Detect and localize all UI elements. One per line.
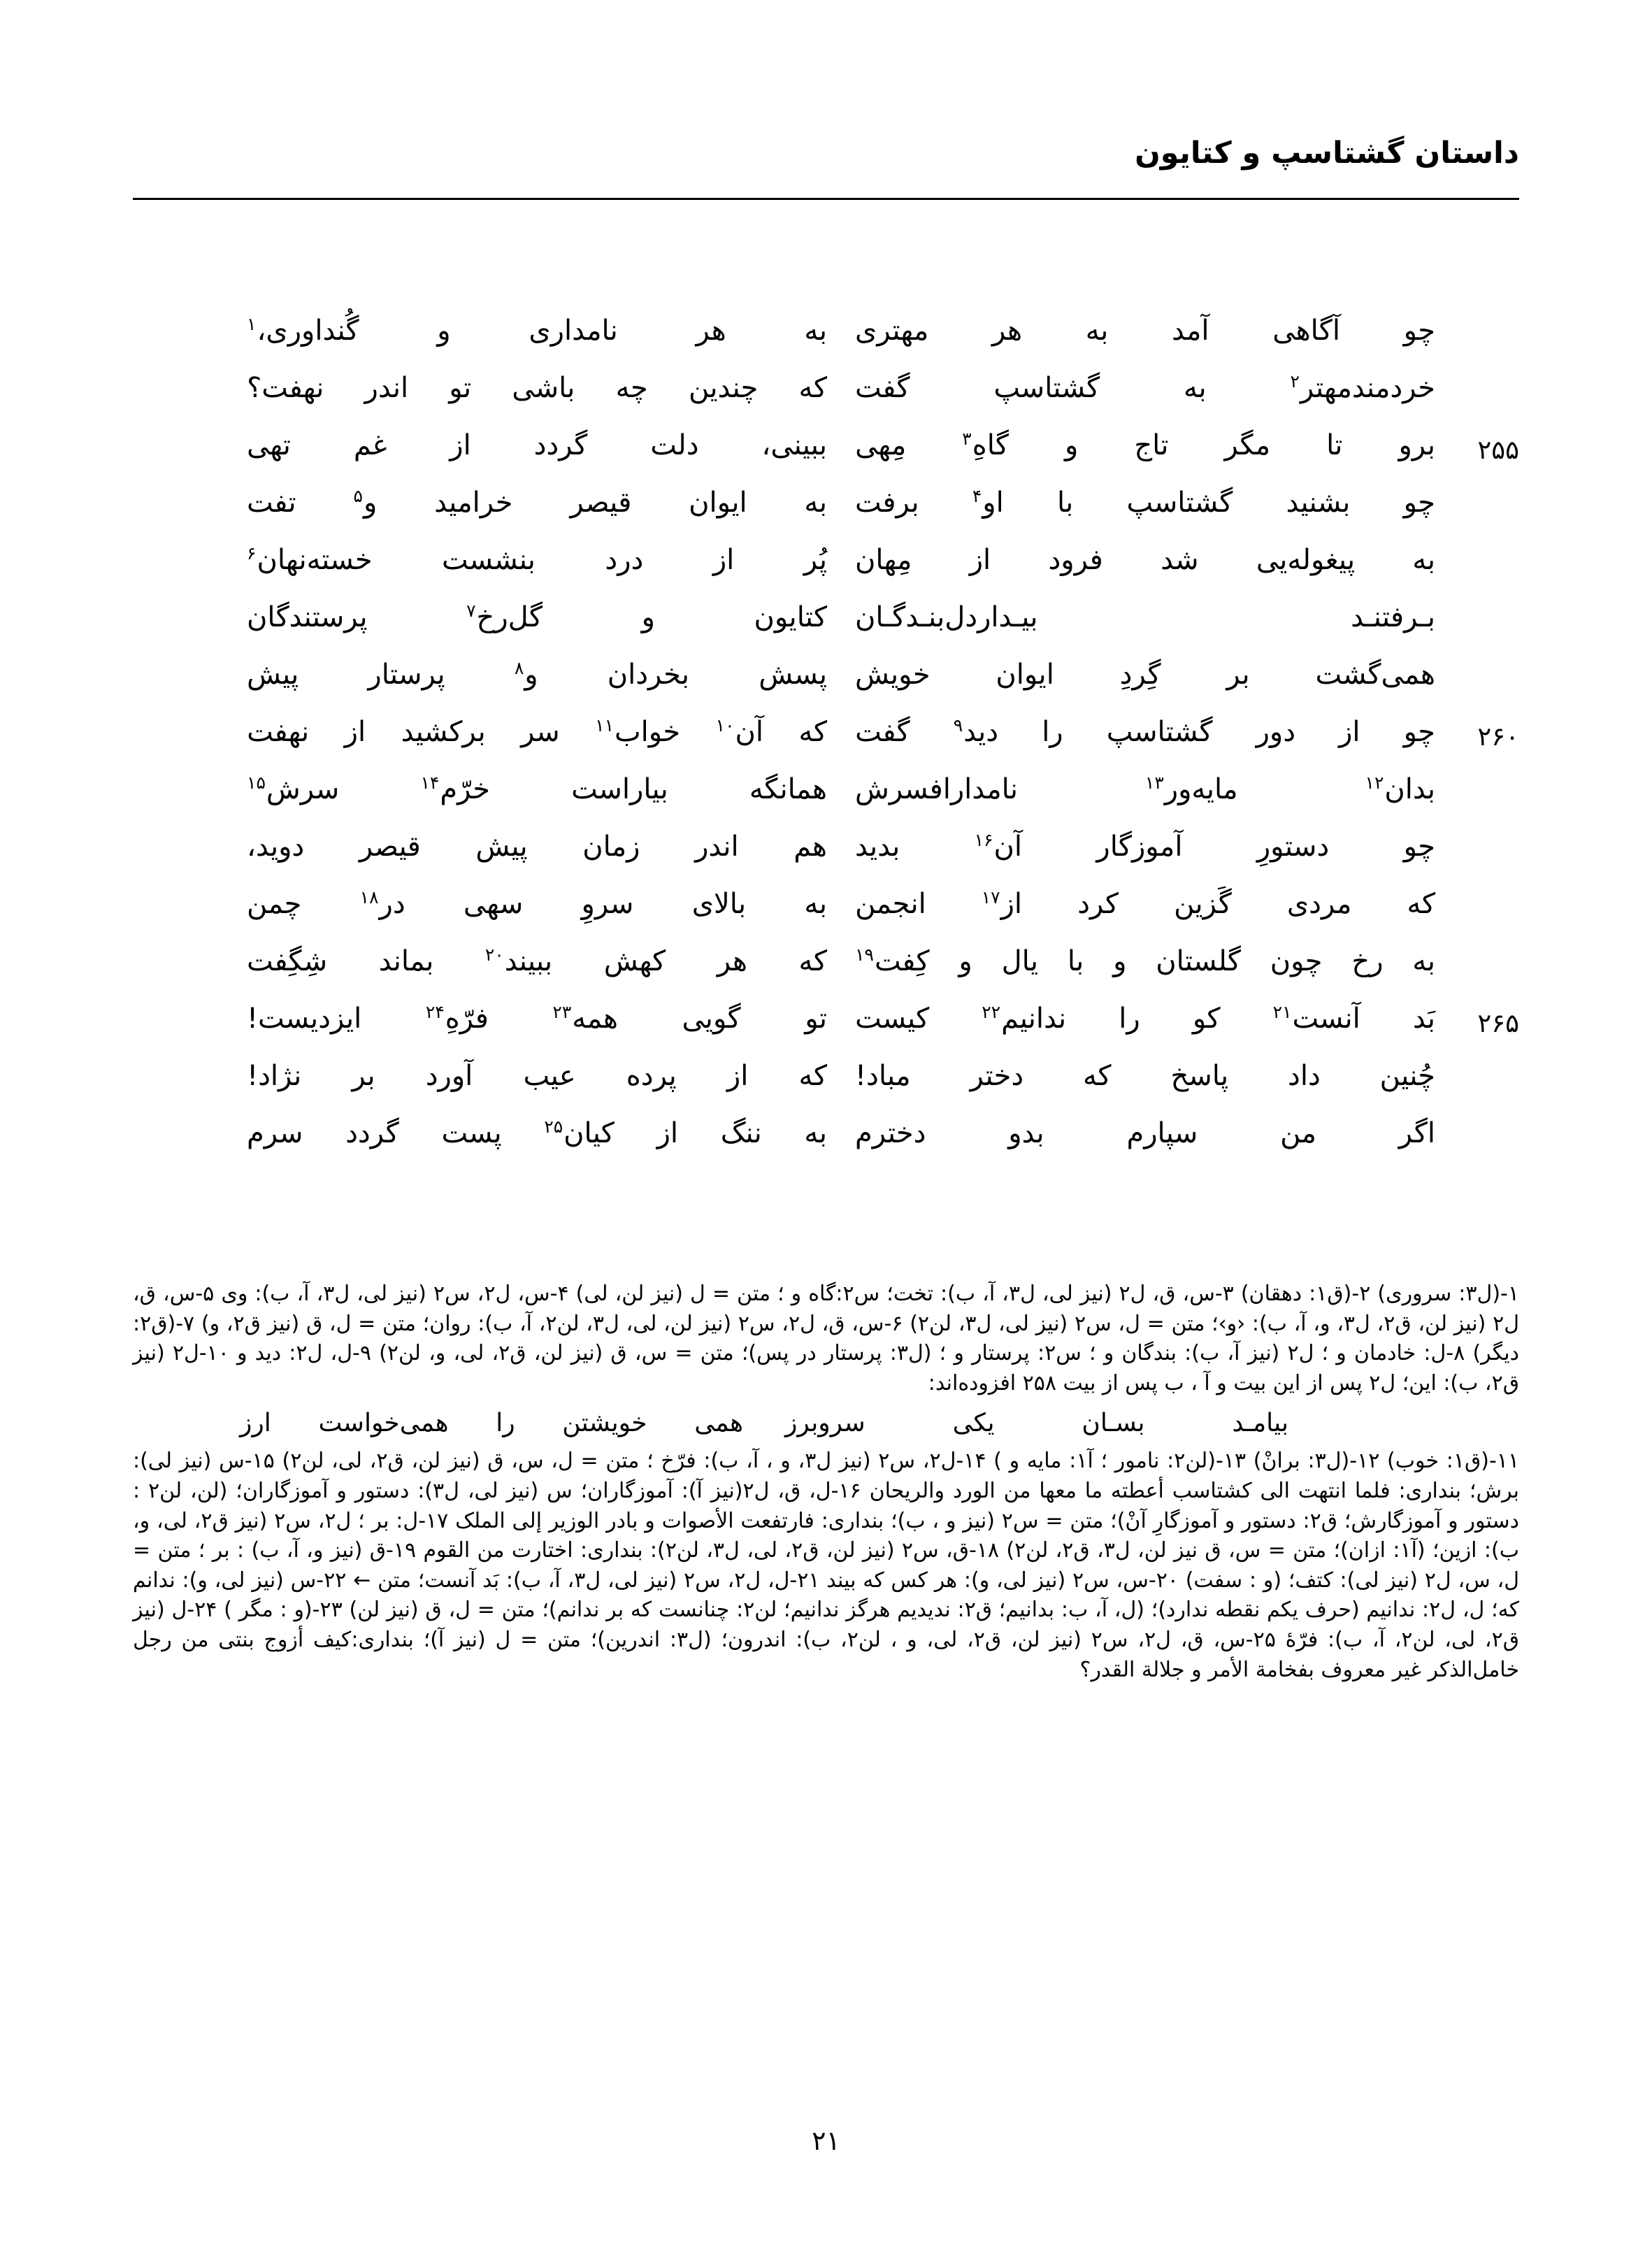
verse-word: بیاراست — [571, 773, 668, 805]
verse-row — [133, 831, 1519, 888]
apparatus-paragraph-2: ۱۱-(ق۱: خوب) ۱۲-(ل۳: برانْ) ۱۳-(لن۲: نامور ؛ آ۱: مایه و ) ۱۴-ل۲، س۲ (نیز ل۳، و ، آ، ب): فرّخ ؛ متن = ل، س، ق (نیز لن، ق۲، لی، لن۲) ۱۵-س (نیز لی): برش؛ بنداری: فلما انتهت الی کشتاسب أعطته ما معها من الورد والریحان ۱۶-ل، ق، ل۲(نیز آ): آموزگاران؛ س (نیز لی، ل۳): دستور و آموزگاران؛ (لن، لن۲ : دستور و آموزگارش؛ ق۲: دستور و آموزگارِ آنْ)؛ متن = س۲ (نیز و ، ب)؛ بنداری: فارتفعت الأصوات و بادر الوزیر إلی الملک ۱۷-ل: بر ؛ ل۲، س۲ (نیز ق۲، لی، و، ب): ازین؛ (آ۱: ازان)؛ متن = س، ق نیز لن، ل۳، ق۲، لن۲) ۱۸-ق، س۲ (نیز لن، ق۲، لی، ل۳، لن۲): بنداری: اختارت من القوم ۱۹-ق (نیز و، آ، ب) : بر ؛ متن = ل، س، ل۲ (نیز لی): کتف؛ (و : سفت) ۲۰-س، س۲ (نیز لی، و): هر کس که بیند ۲۱-ل، ل۲، س۲ (نیز لی، ل۳، آ، ب): بَد آنست؛ متن ← ۲۲-س (نیز لی، و): ندانم که؛ ل، ل۲: ندانیم (حرف یکم نقطه ندارد)؛ (ل، آ، ب: بدانیم؛ ق۲: ندیدیم هرگز ندانیم؛ لن۲: چنانست که بر ندانم)؛ متن = ل، ق (نیز لن) ۲۳-(و : مگر ) ۲۴-ل (نیز ق۲، لی، لن۲، آ، ب): فرّهٔ ۲۵-س، ق، ل۲، س۲ (نیز لن، ق۲، لی، و ، لن۲، ب): اندرون؛ (ل۳: اندرین)؛ متن = ل (نیز آ)؛ بنداری:کیف أزوج بنتی من رجل خامل‌الذکر غیر معروف بفخامة الأمر و جلالة القدر؟ — [133, 1449, 1520, 1682]
footnote-marker: ۶ — [247, 543, 257, 564]
verse-word: به — [804, 1117, 827, 1149]
verse-word: پیغوله‌یی — [1256, 544, 1356, 576]
verse-word: غم — [353, 429, 387, 461]
apparatus-inserted-verse — [133, 1405, 1519, 1441]
verse-word: گفت — [855, 372, 910, 404]
verse-row — [133, 372, 1519, 429]
verse-word: نژاد! — [247, 1060, 302, 1092]
verse-word: انجمن — [855, 888, 926, 920]
verse-word: شد — [1161, 544, 1199, 576]
hemistich-left — [247, 601, 827, 632]
verse-word: تهی — [247, 429, 291, 461]
critical-apparatus — [133, 1279, 1519, 1685]
verse-word: گردد — [345, 1117, 399, 1149]
verse-word: گویی — [682, 1003, 741, 1035]
verse-word: پست — [441, 1117, 502, 1149]
verse-word: آموزگار — [1096, 831, 1183, 863]
verse-word: و — [1113, 945, 1127, 977]
footnote-marker: ۱۲ — [1365, 772, 1384, 793]
verse-word: هر — [717, 945, 747, 977]
hemistich-right — [855, 372, 1435, 403]
verse-word: دختر — [970, 1060, 1024, 1092]
verse-word: گل‌رخ$^۷$ — [466, 600, 543, 633]
verse-number — [1435, 1060, 1519, 1065]
verse-word: خرامید — [434, 487, 513, 519]
verse-word: کرد — [1077, 888, 1119, 920]
verse-word: تو — [805, 1003, 827, 1035]
verse-word: فرود — [1048, 544, 1103, 576]
verse-number: ۲۶۵ — [1477, 1008, 1519, 1038]
footnote-marker: ۱۷ — [981, 887, 1000, 907]
verse-number — [1435, 315, 1519, 320]
verse-word: گُنداوری،$^۱$ — [247, 313, 359, 347]
verse-word: از — [712, 544, 735, 576]
verse-word: داد — [1288, 1060, 1321, 1092]
hemistich-left — [247, 429, 827, 460]
verse-word: که — [1407, 888, 1435, 920]
verse-word: پرستندگان — [247, 601, 368, 633]
verse-word: بماند — [378, 945, 434, 977]
verse-word: آنست$^{۲۱}$ — [1272, 1001, 1360, 1035]
verse-word: ننگ — [720, 1117, 762, 1149]
verse-word: سهی — [463, 888, 524, 920]
verse-word: سر — [521, 716, 560, 748]
verse-word: کیان$^{۲۵}$ — [544, 1116, 615, 1149]
verse-word: برو — [1398, 429, 1435, 461]
verse-word: نهفت؟ — [247, 372, 324, 404]
footnote-marker: ۷ — [466, 600, 476, 621]
verse-word: همانگه — [749, 773, 827, 805]
verse-word: خویشتن — [562, 1409, 647, 1438]
verse-word: یکی — [952, 1409, 995, 1438]
verse-row — [133, 1117, 1519, 1175]
footnote-marker: ۲۰ — [484, 944, 504, 965]
verse-word: هم — [793, 831, 827, 863]
verse-word: و — [958, 945, 972, 977]
verse-word: برفت — [855, 487, 919, 519]
verse-word: به — [1412, 945, 1435, 977]
verse-number: ۲۶۰ — [1477, 722, 1519, 752]
verse-word: دستورِ — [1256, 831, 1330, 863]
verse-word: از — [726, 1060, 749, 1092]
hemistich-right — [855, 831, 1435, 861]
verse-row — [133, 659, 1519, 716]
verse-number — [1435, 544, 1519, 550]
verse-word: قیصر — [359, 831, 421, 863]
verse-word: همی‌گشت — [1315, 659, 1435, 691]
verse-word: همی — [694, 1409, 743, 1438]
inserted-verse-hemistich-right — [785, 1405, 1288, 1441]
verse-number — [1435, 601, 1519, 607]
verse-word: ایزدیست! — [247, 1003, 362, 1035]
verse-word: ندانیم$^{۲۲}$ — [982, 1001, 1067, 1035]
verse-number — [1435, 487, 1519, 492]
verse-word: که — [798, 716, 827, 748]
verse-word: قیصر — [570, 487, 632, 519]
hemistich-left — [247, 315, 827, 345]
verse-word: به — [804, 888, 827, 920]
verse-word: باشی — [512, 372, 575, 404]
verse-word: کیست — [855, 1003, 930, 1035]
hemistich-left — [247, 487, 827, 517]
verse-word: یال — [1001, 945, 1038, 977]
footnote-marker: ۱۵ — [247, 772, 266, 793]
verse-word: گشتاسپ — [1106, 716, 1213, 748]
verse-word: دلت — [650, 429, 699, 461]
hemistich-right — [855, 1117, 1435, 1148]
verse-word: کتایون — [754, 601, 827, 633]
verse-row — [133, 1060, 1519, 1117]
hemistich-left — [247, 773, 827, 804]
verse-word: پرده — [626, 1060, 677, 1092]
verse-word: به — [1184, 372, 1207, 404]
verse-word: همی‌خواست — [318, 1409, 449, 1438]
verse-word: هر — [696, 315, 726, 347]
header-rule — [133, 198, 1519, 200]
hemistich-right — [855, 716, 1435, 747]
verse-row — [133, 601, 1519, 659]
verse-word: چو — [1403, 831, 1435, 863]
verse-word: پیش — [475, 831, 528, 863]
verse-word: کِفت$^{۱۹}$ — [855, 944, 930, 977]
verse-row — [133, 487, 1519, 544]
verse-word: چون — [1270, 945, 1323, 977]
verse-word: کو — [1192, 1003, 1221, 1035]
verse-word: درد — [605, 544, 644, 576]
verse-word: که — [798, 372, 827, 404]
verse-word: بدو — [1008, 1117, 1044, 1149]
verse-word: که — [798, 945, 827, 977]
hemistich-left — [247, 544, 827, 575]
verse-word: و$^۵$ — [353, 485, 378, 519]
verse-row — [133, 544, 1519, 601]
verse-word: با — [1056, 487, 1074, 519]
verse-word: شِگِفت — [247, 945, 328, 977]
verse-word: از — [344, 716, 366, 748]
hemistich-left — [247, 831, 827, 861]
hemistich-right — [855, 487, 1435, 517]
verse-word: گِردِ — [1119, 659, 1161, 691]
verse-word: چو — [1403, 716, 1435, 748]
verse-word: من — [1280, 1117, 1316, 1149]
verse-word: ایوان — [996, 659, 1054, 691]
verse-word: و — [641, 601, 655, 633]
verse-word: گاهِ$^۳$ — [962, 428, 1009, 461]
hemistich-right — [855, 429, 1435, 460]
verse-word: چو — [1403, 315, 1435, 347]
hemistich-left — [247, 1117, 827, 1148]
verse-word: پیش — [247, 659, 299, 691]
verse-word: تو — [449, 372, 472, 404]
verse-word: و — [437, 315, 451, 347]
verse-word: ارز — [240, 1409, 271, 1438]
verse-word: تاج — [1134, 429, 1169, 461]
verse-word: ببینی، — [761, 429, 827, 461]
footnote-marker: ۲۱ — [1272, 1001, 1292, 1022]
verse-number — [1435, 1117, 1519, 1123]
verse-word: اندر — [364, 372, 409, 404]
verse-word: پُر — [803, 544, 827, 576]
verse-word: و — [1064, 429, 1079, 461]
verse-word: دید$^۹$ — [953, 715, 999, 748]
verse-word: نامدارافسرش — [855, 773, 1019, 805]
verse-word: چمن — [247, 888, 302, 920]
verse-word: چندین — [688, 372, 759, 404]
verse-number — [1435, 831, 1519, 836]
hemistich-left — [247, 1060, 827, 1091]
verse-number — [1435, 372, 1519, 378]
hemistich-right — [855, 1003, 1435, 1033]
verse-word: دوید، — [247, 831, 305, 863]
footnote-marker: ۲۳ — [552, 1001, 572, 1022]
hemistich-left — [247, 372, 827, 403]
verse-word: از — [1339, 716, 1360, 748]
verse-word: از — [450, 429, 471, 461]
hemistich-left — [247, 716, 827, 747]
verse-word: مردی — [1286, 888, 1352, 920]
verse-word: نهفت — [247, 716, 310, 748]
verse-word: سروِ — [581, 888, 634, 920]
verse-word: را — [496, 1409, 515, 1438]
hemistich-right — [855, 945, 1435, 976]
verse-word: بسـان — [1082, 1409, 1145, 1438]
verse-word: بَد — [1412, 1003, 1435, 1035]
verse-word: که — [1083, 1060, 1112, 1092]
verse-word: بدان$^{۱۲}$ — [1365, 772, 1435, 805]
verse-word: از — [656, 1117, 678, 1149]
footnote-marker: ۱۹ — [855, 944, 874, 965]
verse-word: خردمندمهتر$^۲$ — [1290, 371, 1435, 404]
footnote-marker: ۱۰ — [715, 715, 735, 735]
verse-row — [133, 773, 1519, 831]
verse-word: آمد — [1172, 315, 1209, 347]
verse-word: از$^{۱۷}$ — [981, 887, 1023, 920]
verse-word: مباد! — [855, 1060, 911, 1092]
inserted-verse-hemistich-left — [240, 1405, 743, 1441]
verse-word: را — [1042, 716, 1063, 748]
footnote-marker: ۱ — [247, 313, 257, 334]
verse-word: آن$^{۱۶}$ — [974, 829, 1023, 863]
footnote-marker: ۳ — [962, 428, 972, 449]
apparatus-paragraph-1: ۱-(ل۳: سروری) ۲-(ق۱: دهقان) ۳-س، ق، ل۲ (نیز لی، ل۳، آ، ب): تخت؛ س۲:گاه و ؛ متن = ل (نیز لن، لی) ۴-س، ل۲، س۲ (نیز لی، ل۳، آ، ب): وی ۵-س، ق، ل۲ (نیز لن، ق۲، ل۳، و، آ، ب): ‹و›؛ متن = ل، س۲ (نیز لی، ل۳، لن۲) ۶-س، ق، ل۲، س۲ (نیز لن، لی، ل۳، لن۲، آ، ب): روان؛ متن = ل، ق (نیز ق۲، و) ۷-(ق۲: دیگر) ۸-ل: خادمان و ؛ ل۲ (نیز آ، ب): بندگان و ؛ س۲: پرستار و ؛ (ل۳: پرستار در پس)؛ متن = س، ق (نیز لن، ق۲، لی، و، لن۲) ۹-ل، ل۲: دید و ۱۰-ل۲ (نیز ق۲، ب): این؛ ل۲ پس از این بیت و آ ، ب پس از بیت ۲۵۸ افزوده‌اند: — [133, 1282, 1519, 1395]
footnote-marker: ۵ — [353, 485, 363, 506]
verse-word: گَزین — [1174, 888, 1232, 920]
verse-word: بیامـد — [1232, 1409, 1288, 1438]
verse-word: بشنید — [1286, 487, 1351, 519]
verse-word: به — [1412, 544, 1435, 576]
verse-word: بنشست — [442, 544, 536, 576]
verse-row — [133, 945, 1519, 1003]
verse-row — [133, 315, 1519, 372]
page-header — [133, 138, 1519, 201]
verse-word: همه$^{۲۳}$ — [552, 1001, 618, 1035]
verse-word: پسش — [759, 659, 827, 691]
verse-number — [1435, 773, 1519, 779]
footnote-marker: ۱۱ — [595, 715, 614, 735]
verse-word: تا — [1326, 429, 1343, 461]
verse-row — [133, 716, 1519, 773]
verse-word: گفت — [855, 716, 910, 748]
verse-block — [133, 315, 1519, 1175]
hemistich-right — [855, 544, 1435, 575]
verse-word: ایوان — [689, 487, 747, 519]
page-number: ۲۱ — [812, 2125, 840, 2156]
verse-word: بر — [352, 1060, 375, 1092]
verse-word: گردد — [533, 429, 588, 461]
verse-word: سروبرز — [785, 1409, 865, 1438]
verse-word: تفت — [247, 487, 296, 519]
verse-word: دور — [1256, 716, 1296, 748]
verse-word: که — [798, 1060, 827, 1092]
hemistich-right — [855, 315, 1435, 345]
footnote-marker: ۲ — [1290, 371, 1300, 392]
footnote-marker: ۸ — [514, 657, 524, 678]
verse-word: مِهان — [855, 544, 912, 576]
hemistich-left — [247, 1003, 827, 1033]
verse-word: بـرفتنـد — [1351, 601, 1435, 633]
verse-word: اگر — [1398, 1117, 1435, 1149]
verse-word: بر — [1226, 659, 1250, 691]
footnote-marker: ۲۵ — [544, 1116, 563, 1137]
verse-word: در$^{۱۸}$ — [359, 887, 405, 920]
verse-word: به — [804, 315, 827, 347]
verse-word: بدید — [855, 831, 900, 863]
verse-word: زمان — [582, 831, 640, 863]
verse-word: به — [1085, 315, 1109, 347]
verse-word: با — [1067, 945, 1084, 977]
footnote-marker: ۱۴ — [420, 772, 440, 793]
verse-word: کهش — [603, 945, 666, 977]
footnote-marker: ۴ — [972, 485, 982, 506]
verse-word: برکشید — [401, 716, 486, 748]
verse-word: از — [969, 544, 991, 576]
verse-word: آن$^{۱۰}$ — [715, 715, 764, 748]
footnote-marker: ۱۶ — [974, 829, 993, 850]
verse-word: مهتری — [855, 315, 929, 347]
verse-word: چُنین — [1379, 1060, 1435, 1092]
verse-word: مِهی — [855, 429, 907, 461]
hemistich-left — [247, 945, 827, 976]
verse-word: خسته‌نهان$^۶$ — [247, 543, 373, 576]
verse-word: پاسخ — [1170, 1060, 1229, 1092]
verse-word: ببیند$^{۲۰}$ — [484, 944, 553, 977]
verse-word: مگر — [1224, 429, 1271, 461]
footnote-marker: ۲۲ — [982, 1001, 1001, 1022]
verse-number — [1435, 888, 1519, 893]
verse-word: دخترم — [855, 1117, 926, 1149]
verse-word: خویش — [855, 659, 931, 691]
footnote-marker: ۲۴ — [425, 1001, 445, 1022]
footnote-marker: ۹ — [953, 715, 963, 735]
verse-word: بالای — [691, 888, 747, 920]
verse-word: رخ — [1351, 945, 1384, 977]
running-head-title: داستان گشتاسپ و کتایون — [1135, 136, 1519, 171]
verse-word: را — [1119, 1003, 1140, 1035]
hemistich-right — [855, 773, 1435, 804]
verse-word: خرّم$^{۱۴}$ — [420, 772, 490, 805]
verse-word: سپارم — [1126, 1117, 1198, 1149]
verse-word: آگاهی — [1272, 315, 1340, 347]
verse-word: فرّهِ$^{۲۴}$ — [425, 1001, 489, 1035]
verse-word: سرم — [247, 1117, 303, 1149]
hemistich-right — [855, 601, 1435, 632]
verse-word: نامداری — [529, 315, 618, 347]
verse-number — [1435, 659, 1519, 664]
verse-word: بیـداردل‌بنـدگـان — [855, 601, 1038, 633]
verse-word: گلستان — [1156, 945, 1241, 977]
verse-word: اندر — [695, 831, 739, 863]
hemistich-right — [855, 888, 1435, 919]
verse-row — [133, 888, 1519, 945]
verse-word: آورد — [425, 1060, 473, 1092]
verse-word: سرش$^{۱۵}$ — [247, 772, 340, 805]
verse-word: خواب$^{۱۱}$ — [595, 715, 681, 748]
verse-word: چه — [615, 372, 648, 404]
verse-word: پرستار — [368, 659, 445, 691]
verse-word: او$^۴$ — [972, 485, 1004, 519]
hemistich-right — [855, 659, 1435, 689]
hemistich-right — [855, 1060, 1435, 1091]
verse-word: بخردان — [607, 659, 690, 691]
footnote-marker: ۱۳ — [1144, 772, 1164, 793]
hemistich-left — [247, 659, 827, 689]
verse-word: به — [804, 487, 827, 519]
verse-number — [1435, 945, 1519, 951]
footnote-marker: ۱۸ — [359, 887, 379, 907]
verse-word: گشتاسپ — [993, 372, 1100, 404]
verse-word: چو — [1403, 487, 1435, 519]
hemistich-left — [247, 888, 827, 919]
verse-word: و$^۸$ — [514, 657, 538, 691]
verse-word: گشتاسپ — [1126, 487, 1233, 519]
verse-word: هر — [991, 315, 1023, 347]
verse-row — [133, 429, 1519, 487]
verse-number: ۲۵۵ — [1477, 435, 1519, 465]
verse-row — [133, 1003, 1519, 1060]
verse-word: مایه‌ور$^{۱۳}$ — [1144, 772, 1238, 805]
verse-word: عیب — [523, 1060, 576, 1092]
